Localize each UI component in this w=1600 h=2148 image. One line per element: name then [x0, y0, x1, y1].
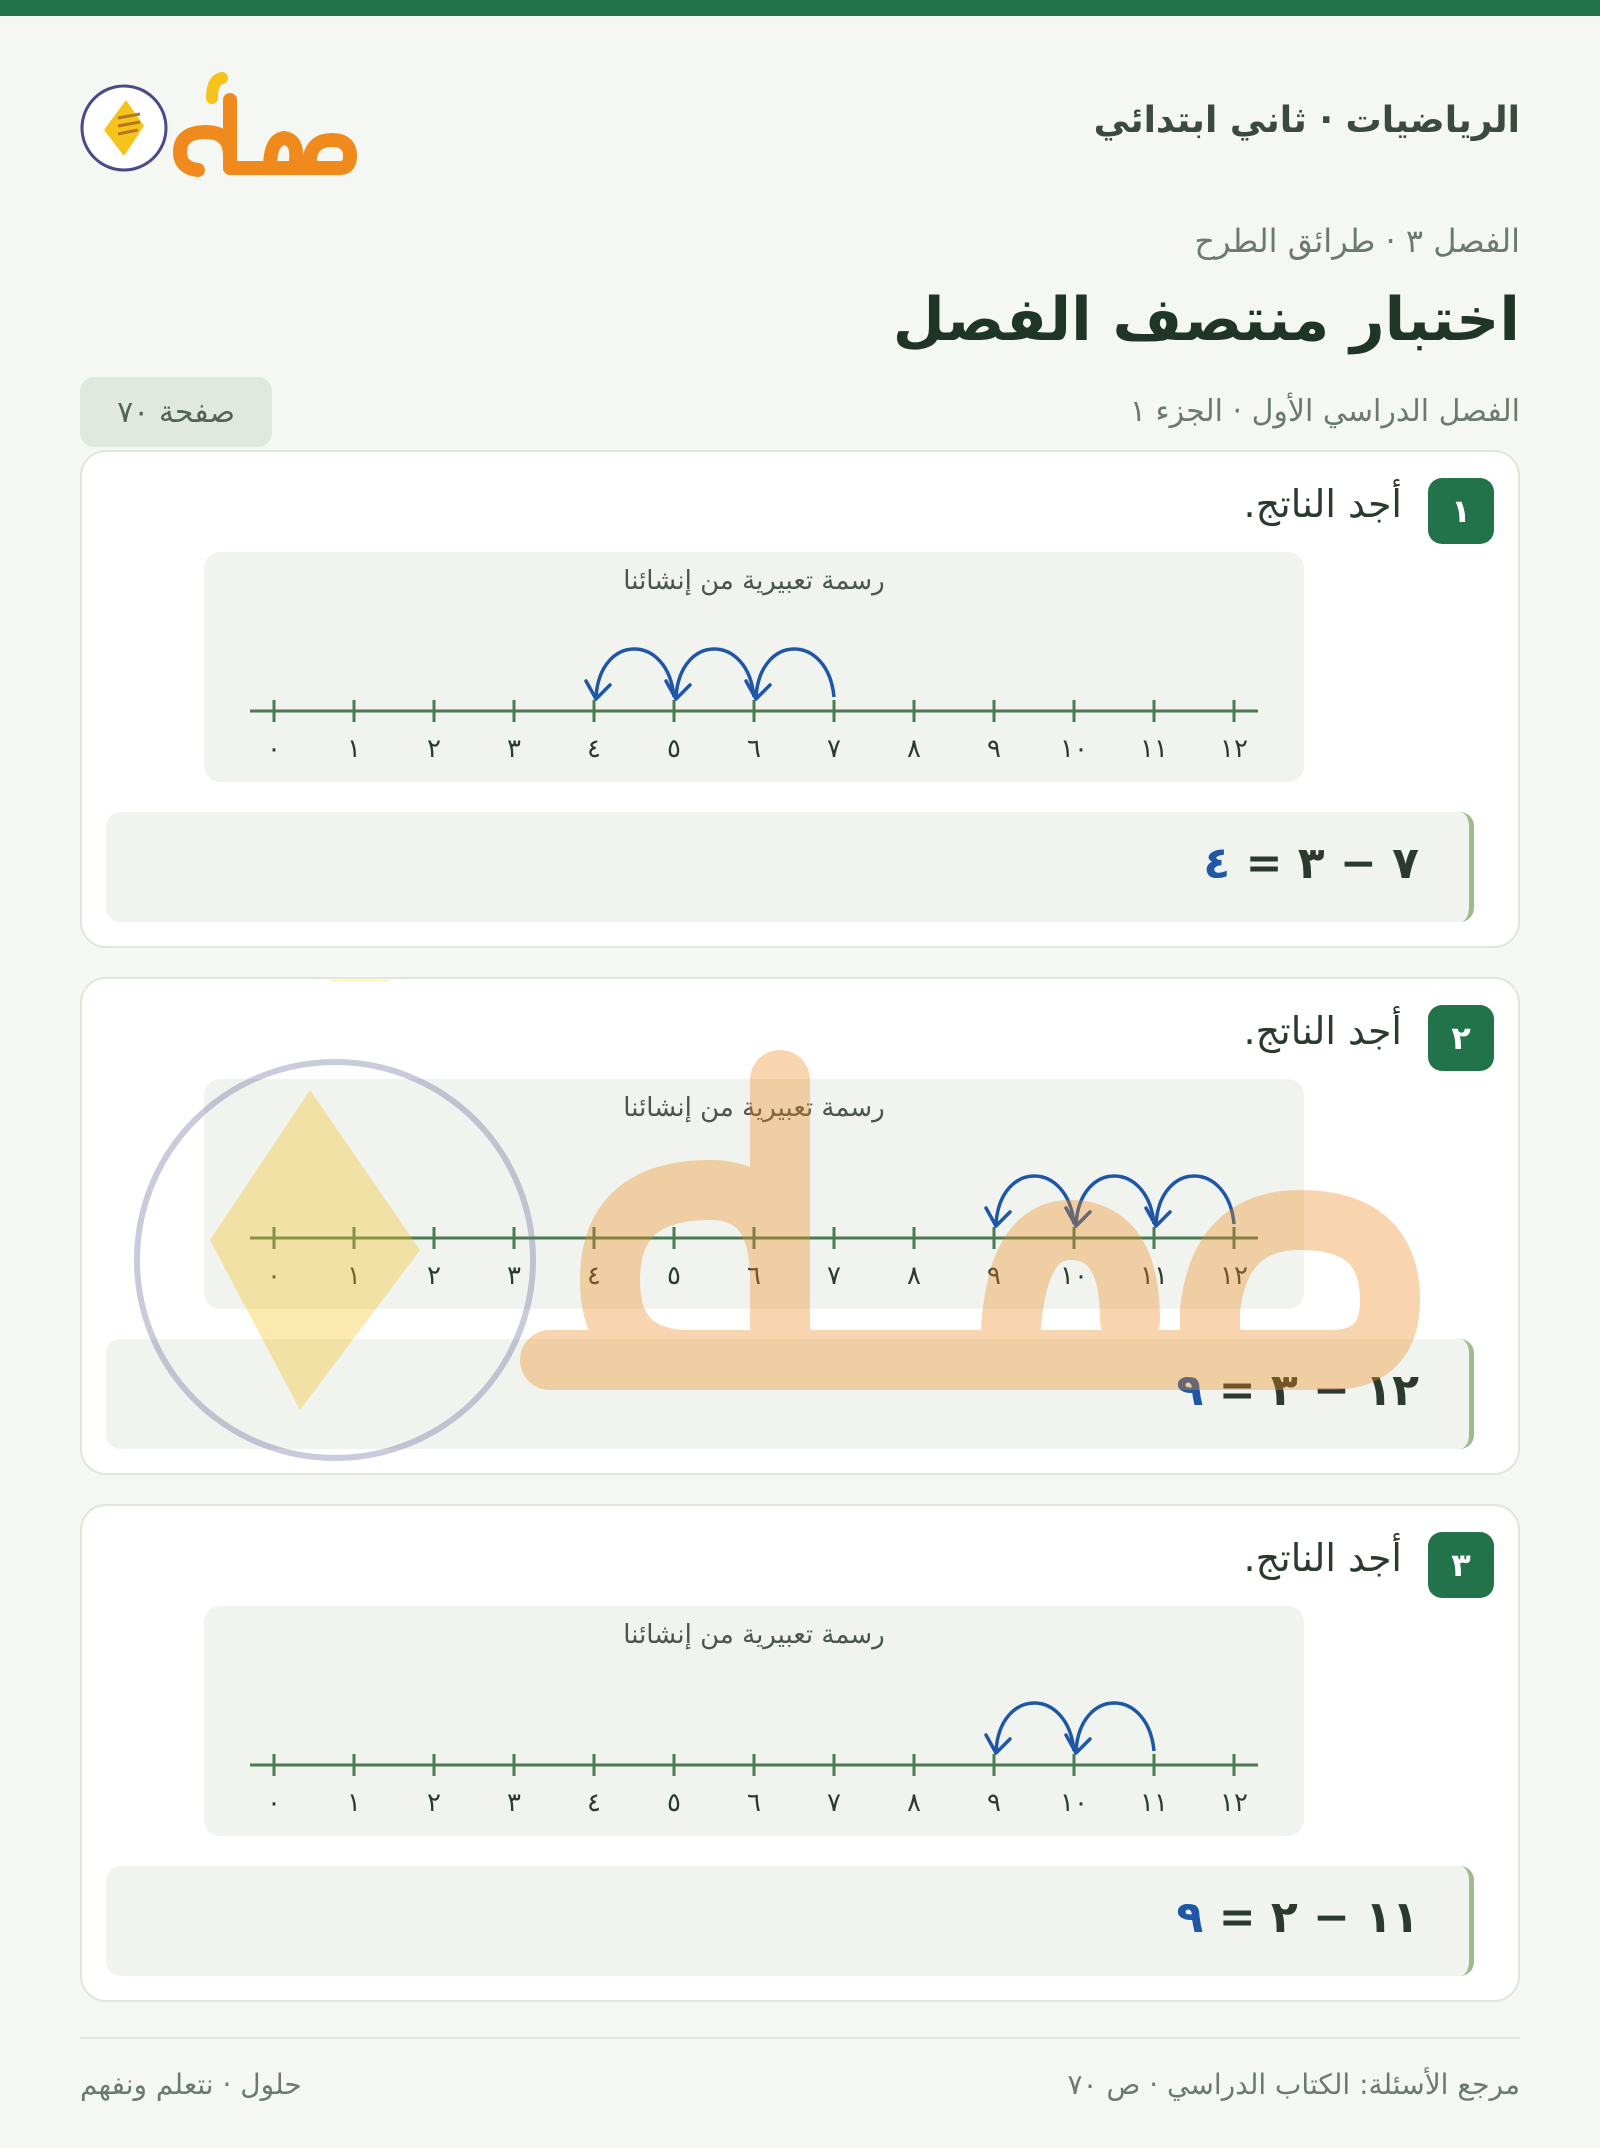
tick-label: ٠ [267, 734, 281, 764]
answer-result: ٩ [1176, 1365, 1204, 1416]
question-card [80, 1504, 1520, 2002]
tick-label: ٢ [427, 734, 441, 764]
tick-label: ١ [347, 1261, 361, 1291]
jump-arc [1156, 1176, 1234, 1224]
page-number-badge: صفحة ٧٠ [80, 377, 272, 447]
answer-equation: ٧ − ٣ = ٤ [1203, 838, 1419, 889]
tick-label: ٠ [267, 1788, 281, 1818]
footer-divider [80, 2037, 1520, 2039]
semester-label: الفصل الدراسي الأول · الجزء ١ [1129, 394, 1520, 429]
tick-label: ١٠ [1060, 1788, 1088, 1818]
tick-label: ١١ [1140, 1261, 1168, 1291]
question-card [80, 977, 1520, 1475]
tick-label: ٣ [507, 1261, 521, 1291]
tick-label: ٢ [427, 1788, 441, 1818]
tick-label: ١٠ [1060, 1261, 1088, 1291]
subject-title: الرياضيات · ثاني ابتدائي [1093, 100, 1520, 141]
tick-label: ٥ [667, 734, 681, 764]
tick-label: ٩ [987, 734, 1001, 764]
tick-label: ١١ [1140, 734, 1168, 764]
header [80, 60, 1520, 190]
tick-label: ٩ [987, 1788, 1001, 1818]
jump-arc [596, 649, 674, 697]
tick-label: ٢ [427, 1261, 441, 1291]
tick-label: ٨ [907, 734, 921, 764]
jump-arc [676, 649, 754, 697]
answer-equation: ١٢ − ٣ = ٩ [1176, 1365, 1419, 1416]
question-prompt: أجد الناتج. [1243, 482, 1402, 526]
tick-label: ١١ [1140, 1788, 1168, 1818]
jump-arc [1076, 1176, 1154, 1224]
tick-label: ٤ [587, 1788, 601, 1818]
answer-box [106, 812, 1474, 922]
tick-label: ٧ [827, 1788, 841, 1818]
footer-tagline: حلول · نتعلم ونفهم [80, 2068, 302, 2101]
tick-label: ٠ [267, 1261, 281, 1291]
tick-label: ٧ [827, 734, 841, 764]
jump-arc [1076, 1703, 1154, 1751]
figure-caption: رسمة تعبيرية من إنشائنا [623, 1093, 885, 1123]
figure-caption: رسمة تعبيرية من إنشائنا [623, 1620, 885, 1650]
figure-caption: رسمة تعبيرية من إنشائنا [623, 566, 885, 596]
tick-label: ١ [347, 734, 361, 764]
number-line [82, 452, 1522, 782]
tick-label: ٥ [667, 1261, 681, 1291]
jump-arc [756, 649, 834, 697]
question-card [80, 450, 1520, 948]
tick-label: ٣ [507, 734, 521, 764]
tick-label: ٦ [747, 1788, 761, 1818]
answer-result: ٤ [1203, 838, 1231, 889]
jump-arc [996, 1176, 1074, 1224]
tick-label: ٥ [667, 1788, 681, 1818]
tick-label: ١ [347, 1788, 361, 1818]
number-line [82, 979, 1522, 1309]
footer-reference: مرجع الأسئلة: الكتاب الدراسي · ص ٧٠ [1067, 2068, 1520, 2101]
tick-label: ٨ [907, 1788, 921, 1818]
question-number-badge: ٣ [1428, 1532, 1494, 1598]
answer-result: ٩ [1176, 1892, 1204, 1943]
tick-label: ٣ [507, 1788, 521, 1818]
tick-label: ١٢ [1220, 1261, 1248, 1291]
tick-label: ٧ [827, 1261, 841, 1291]
question-number-badge: ١ [1428, 478, 1494, 544]
jump-arc [996, 1703, 1074, 1751]
question-prompt: أجد الناتج. [1243, 1536, 1402, 1580]
tick-label: ٨ [907, 1261, 921, 1291]
tick-label: ٩ [987, 1261, 1001, 1291]
page-title: اختبار منتصف الفصل [892, 285, 1520, 355]
answer-box [106, 1339, 1474, 1449]
chapter-label: الفصل ٣ · طرائق الطرح [1194, 222, 1520, 260]
tick-label: ٤ [587, 1261, 601, 1291]
answer-box [106, 1866, 1474, 1976]
hulool-logo [80, 60, 380, 190]
top-accent-bar [0, 0, 1600, 16]
answer-equation: ١١ − ٢ = ٩ [1176, 1892, 1419, 1943]
tick-label: ١٢ [1220, 734, 1248, 764]
tick-label: ٤ [587, 734, 601, 764]
question-prompt: أجد الناتج. [1243, 1009, 1402, 1053]
tick-label: ٦ [747, 734, 761, 764]
tick-label: ١٢ [1220, 1788, 1248, 1818]
question-number-badge: ٢ [1428, 1005, 1494, 1071]
tick-label: ١٠ [1060, 734, 1088, 764]
number-line [82, 1506, 1522, 1836]
tick-label: ٦ [747, 1261, 761, 1291]
